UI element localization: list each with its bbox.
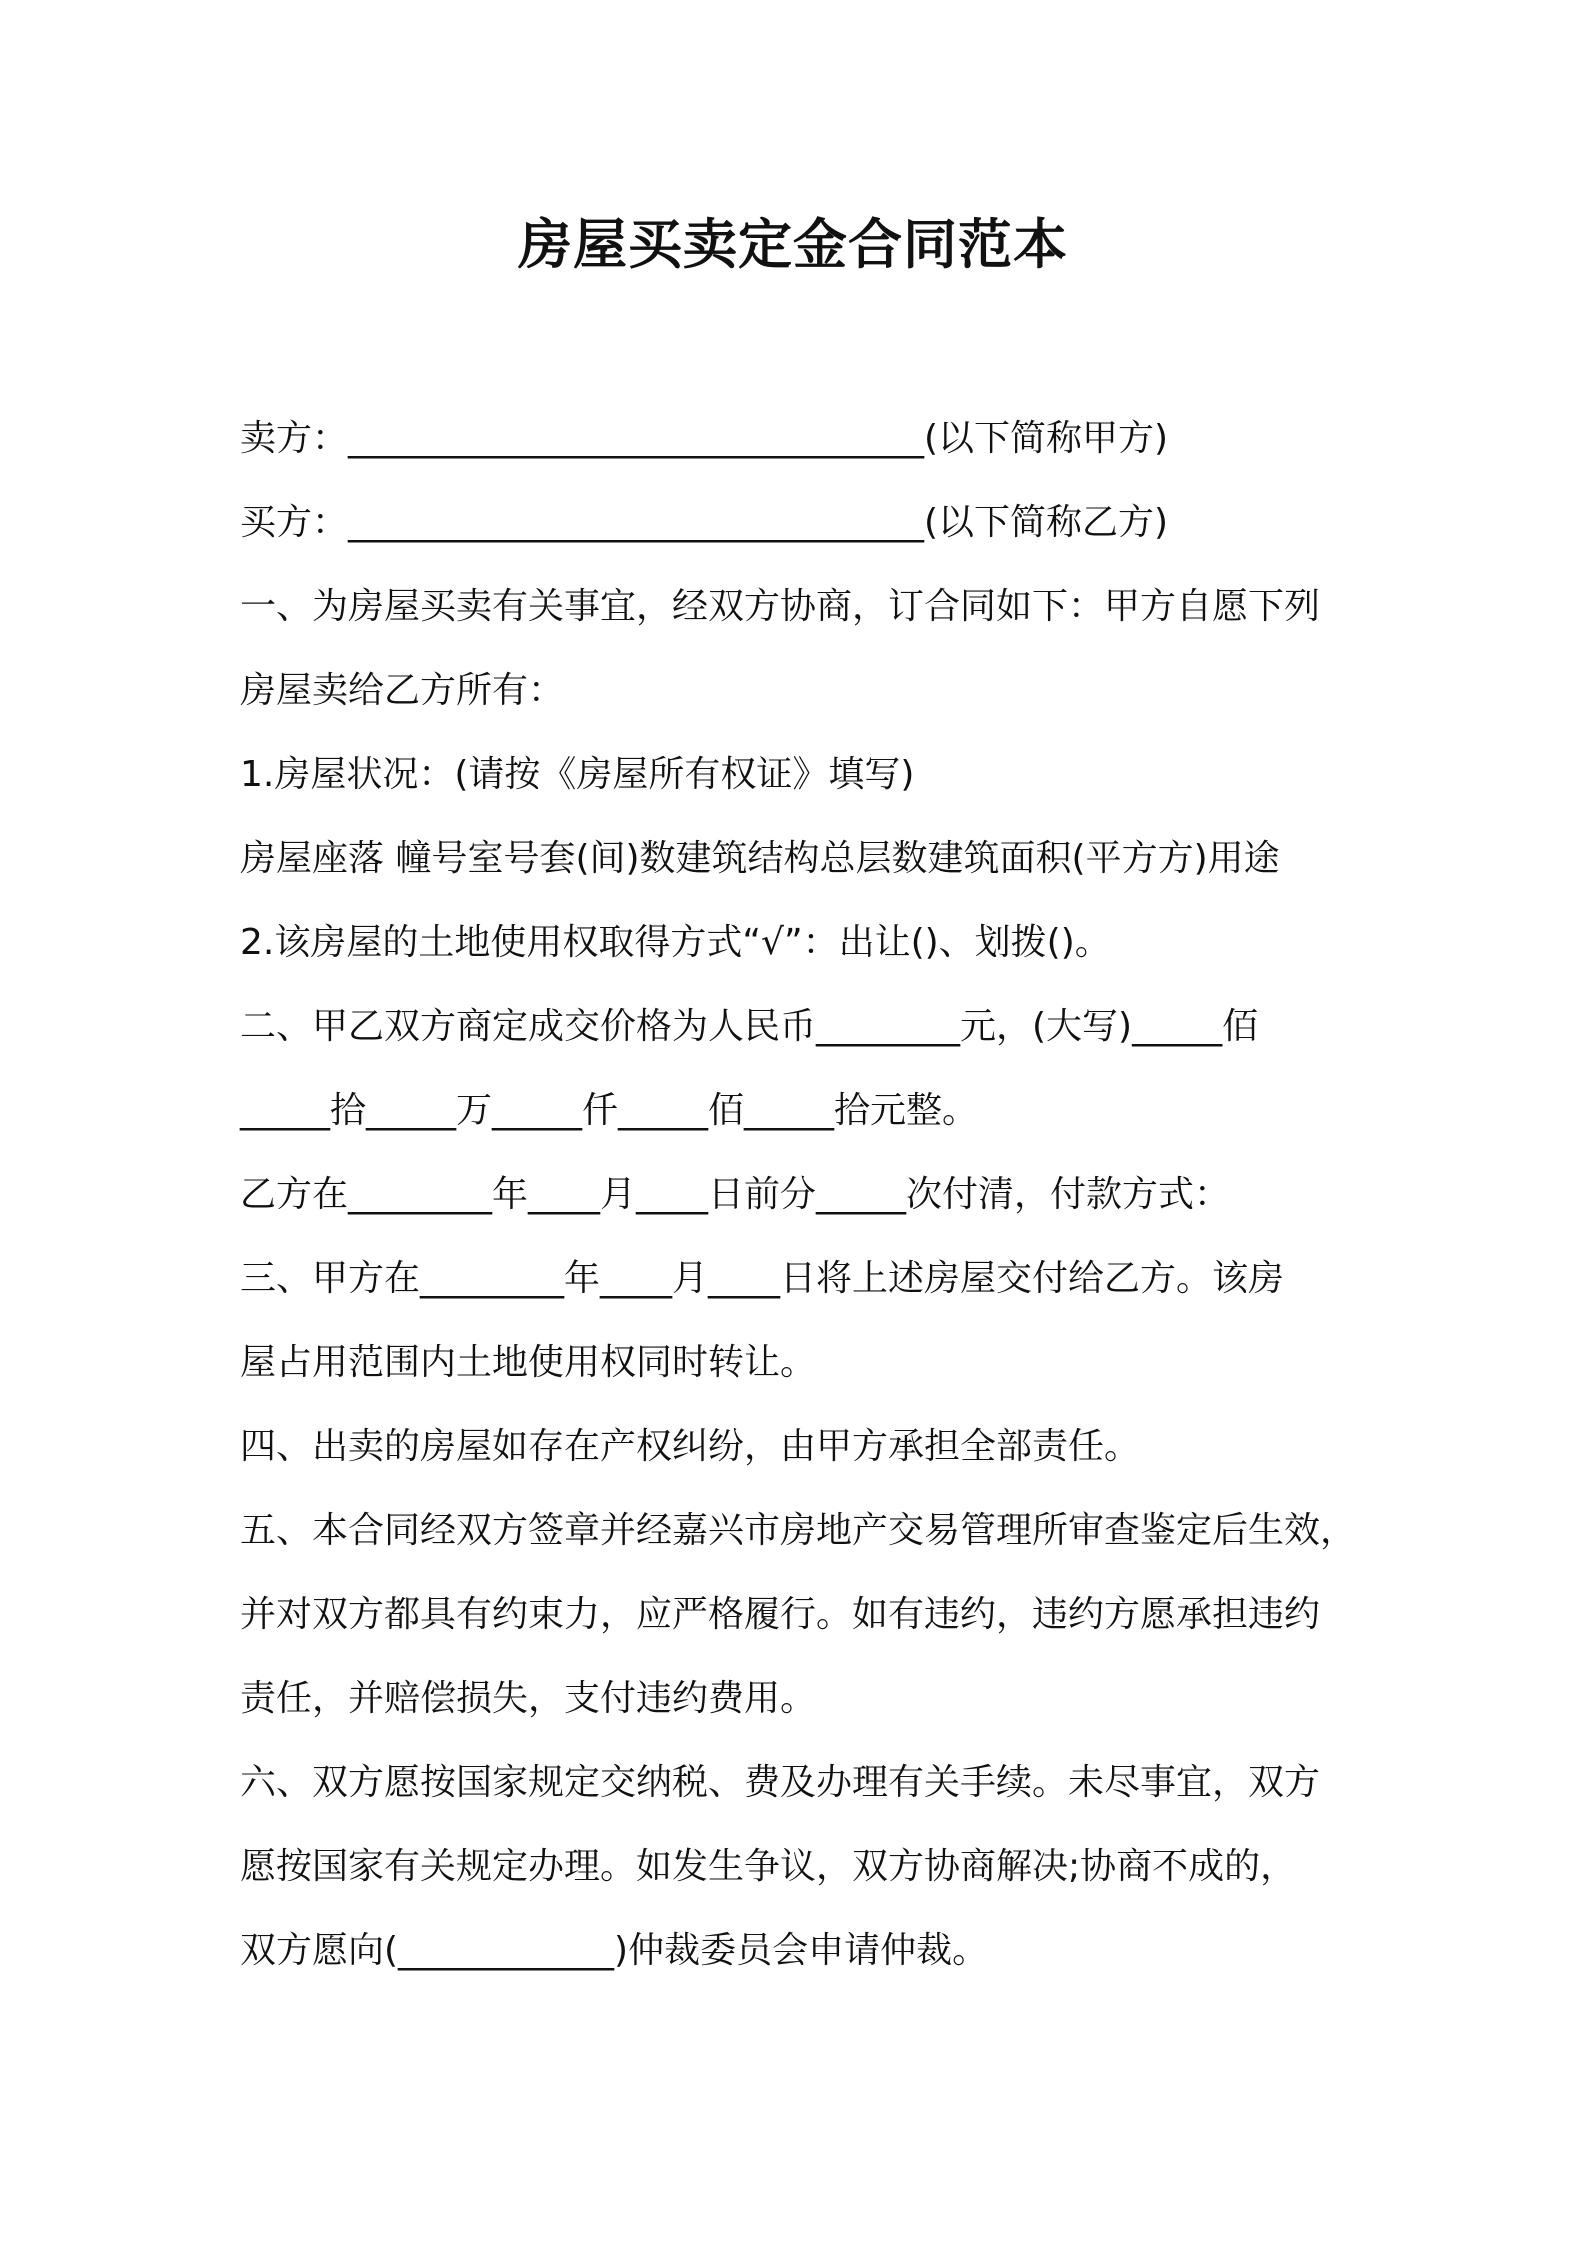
payment-line: 乙方在________年____月____日前分_____次付清，付款方式： bbox=[240, 1174, 1231, 1215]
document-title: 房屋买卖定金合同范本 bbox=[518, 213, 1068, 276]
clause-2-line-1: 二、甲乙双方商定成交价格为人民币________元，(大写)_____佰 bbox=[240, 1006, 1259, 1047]
house-fields-line: 房屋座落 幢号室号套(间)数建筑结构总层数建筑面积(平方方)用途 bbox=[240, 838, 1280, 879]
clause-4-line: 四、出卖的房屋如存在产权纠纷，由甲方承担全部责任。 bbox=[240, 1426, 1141, 1467]
contract-body bbox=[240, 397, 1400, 1993]
clause-6-line-1: 六、双方愿按国家规定交纳税、费及办理有关手续。未尽事宜，双方 bbox=[240, 1762, 1321, 1803]
clause-3-line-2: 屋占用范围内土地使用权同时转让。 bbox=[240, 1342, 817, 1383]
clause-3-line-1: 三、甲方在________年____月____日将上述房屋交付给乙方。该房 bbox=[240, 1258, 1285, 1299]
clause-6-line-2: 愿按国家有关规定办理。如发生争议，双方协商解决;协商不成的， bbox=[240, 1846, 1297, 1887]
buyer-line: 买方：________________________________(以下简称乙方) bbox=[240, 502, 1169, 543]
clause-5-line-3: 责任，并赔偿损失，支付违约费用。 bbox=[240, 1678, 817, 1719]
clause-1-line-1: 一、为房屋买卖有关事宜，经双方协商，订合同如下：甲方自愿下列 bbox=[240, 586, 1321, 627]
clause-1-line-2: 房屋卖给乙方所有： bbox=[240, 670, 565, 711]
clause-5-line-1: 五、本合同经双方签章并经嘉兴市房地产交易管理所审查鉴定后生效， bbox=[240, 1510, 1357, 1551]
clause-5-line-2: 并对双方都具有约束力，应严格履行。如有违约，违约方愿承担违约 bbox=[240, 1594, 1321, 1635]
clause-2-line-2: _____拾_____万_____仟_____佰_____拾元整。 bbox=[240, 1090, 979, 1131]
land-use-line: 2.该房屋的土地使用权取得方式“√”：出让()、划拨()。 bbox=[240, 922, 1111, 963]
house-status-line: 1.房屋状况：(请按《房屋所有权证》填写) bbox=[240, 754, 915, 795]
clause-6-line-3: 双方愿向(____________)仲裁委员会申请仲裁。 bbox=[240, 1930, 989, 1971]
seller-line: 卖方：________________________________(以下简称甲方) bbox=[240, 418, 1169, 459]
